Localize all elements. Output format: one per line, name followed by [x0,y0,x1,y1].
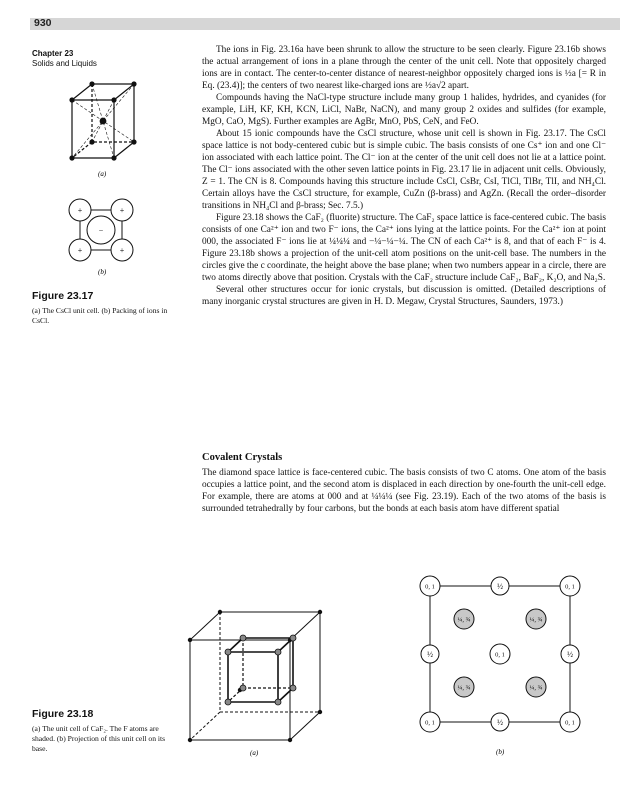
outer-depth-edges [190,612,320,740]
edge-label: ½ [427,650,433,659]
f-ion [275,699,281,705]
fig-23-18-caption: (a) The unit cell of CaF₂. The F atoms are shaded. (b) Projection of this unit cell on its base. [32,724,166,753]
section-paragraph: The diamond space lattice is face-centered cubic. The basis consists of two C atoms. One atom of the basis occupies a lattice point, and the second atom is displaced in each direction by one-fourth the unit-cell edge. For example, there are atoms at 000 and at ¼¼¼ (see Fig. 23.19). Each of the two atoms of the basis is surrounded tetrahedrally by four carbons, but the bonds at each basis atom have different spatial [202,468,606,514]
plus-sign: + [77,206,83,215]
ca-ion [188,738,192,742]
body-text [202,44,606,308]
ca-ion [218,610,222,614]
f-ion [275,649,281,655]
fig-23-17-caption: (a) The CsCl unit cell. (b) Packing of ions in CsCl. [32,306,168,325]
center-ion [100,118,107,125]
plus-sign: + [77,246,83,255]
shaded-label: ¼, ¾ [457,616,471,624]
page-number: 930 [34,17,52,29]
edge-label: ½ [497,718,503,727]
outer-hidden-edges [190,612,320,740]
section-title: Covalent Crystals [202,452,283,463]
paragraph: Figure 23.18 shows the CaF₂ (fluorite) structure. The CaF₂ space lattice is face-centered cubic. The basis consists of one Ca²⁺ ion and two F⁻ ions, the Ca²⁺ ions lying at the lattice points. For the Ca²⁺ ion at point 000, the associated F⁻ ions lie at ¼¼¼ and −¼−¼−¼. The CN of each Ca²⁺ is 8, and that of each F⁻ is 4. Figure 23.18b shows a projection of the unit-cell atom positions on the unit-cell base. The numbers in the circles give the c coordinate, the height above the base plane; when two numbers appear in a circle, there are two atoms directly above that position. Crystals with the CaF₂ structure include CaF₂, BaF₂, K₂O, and Na₂S. [202,213,606,283]
f-ion [225,699,231,705]
cscl-packing-figure [56,188,150,280]
fig-23-17-title: Figure 23.17 [32,290,94,302]
f-ion [290,635,296,641]
edge-label: ½ [567,650,573,659]
fig-23-18-title: Figure 23.18 [32,708,94,720]
chapter-label: Chapter 23 [32,49,74,58]
chapter-heading [32,49,97,69]
fig-23-18-sub-a: (a) [250,749,259,757]
fig-23-17-sub-b: (b) [98,268,107,276]
minus-sign: − [98,226,104,235]
shaded-label: ¼, ¾ [529,616,543,624]
paragraph: Several other structures occur for ionic crystals, but discussion is omitted. (Detailed descriptions of many inorganic crystal structures are given in H. D. Megaw, Crystal Structures, Saunders, 1973.) [202,285,606,307]
corner-ion [89,139,94,144]
ca-ion [318,710,322,714]
paragraph: Compounds having the NaCl-type structure include many group 1 halides, hydrides, and cyanides (for example, LiH, KF, KH, KCN, LiCl, NaBr, NaCN), and many group 2 oxides and sulfides (for example, MgO, CaO, MgS). Further examples are AgBr, MnO, PbS, CeN, and FeO. [202,93,606,127]
corner-label: 0, 1 [425,719,435,727]
ca-ion [288,738,292,742]
cscl-unit-cell-figure [52,70,152,190]
corner-label: 0, 1 [565,583,575,591]
chapter-title: Solids and Liquids [32,59,97,68]
f-ion [240,685,246,691]
section-body [202,467,606,515]
paragraph: About 15 ionic compounds have the CsCl structure, whose unit cell is shown in Fig. 23.17. The CsCl space lattice is not body-centered cubic but is simple cubic. The basis consists of one Cs⁺ ion and one Cl⁻ ion associated with each lattice point. The Cl⁻ ion at the center of the unit cell does not lie at a lattice point. The Cl⁻ ions associated with the other seven lattice points in Fig. 23.17 lie in adjacent unit cells. Obviously, Z = 1. The CN is 8. Compounds having this structure include CsCl, CsBr, CsI, TlCl, TlBr, TlI, and NH₄Cl. Certain alloys have the CsCl structure, for example, CuZn (β-brass) and AgZn. (Recall the order–disorder transitions in NH₄Cl and β-brass; Sec. 7.5.) [202,129,606,211]
cube-back-edges [92,84,134,142]
f-ion [240,635,246,641]
outer-back-edges [220,612,320,712]
fig-23-17-sub-a: (a) [98,170,107,178]
corner-ion [111,155,116,160]
ca-ion [318,610,322,614]
page-header-bar [30,18,620,30]
center-label: 0, 1 [495,651,505,659]
corner-ion [131,81,136,86]
inner-front-face [228,652,278,702]
corner-label: 0, 1 [425,583,435,591]
ca-ion [188,638,192,642]
corner-label: 0, 1 [565,719,575,727]
plus-sign: + [119,206,125,215]
shaded-label: ¼, ¾ [529,684,543,692]
edge-label: ½ [497,582,503,591]
corner-ion [111,97,116,102]
caf2-projection-figure [412,574,598,760]
caf2-unit-cell-figure [180,600,330,760]
corner-ion [89,81,94,86]
paragraph: The ions in Fig. 23.16a have been shrunk to allow the structure to be seen clearly. Figure 23.16b shows the actual arrangement of ions in a plane through the center of the unit cell. Note that oppositely charged ions are in contact. The center-to-center distance of nearest-neighbor oppositely charged ions is ½a [= R in Eq. (23.4)]; the centers of two nearest like-charged ions are ½a√2 apart. [202,45,606,91]
shaded-label: ¼, ¾ [457,684,471,692]
corner-ion [131,139,136,144]
cube-front-face [72,100,114,158]
f-ion [290,685,296,691]
fig-23-18-sub-b: (b) [496,748,505,756]
corner-ion [69,155,74,160]
plus-sign: + [119,246,125,255]
f-ion [225,649,231,655]
corner-ion [69,97,74,102]
